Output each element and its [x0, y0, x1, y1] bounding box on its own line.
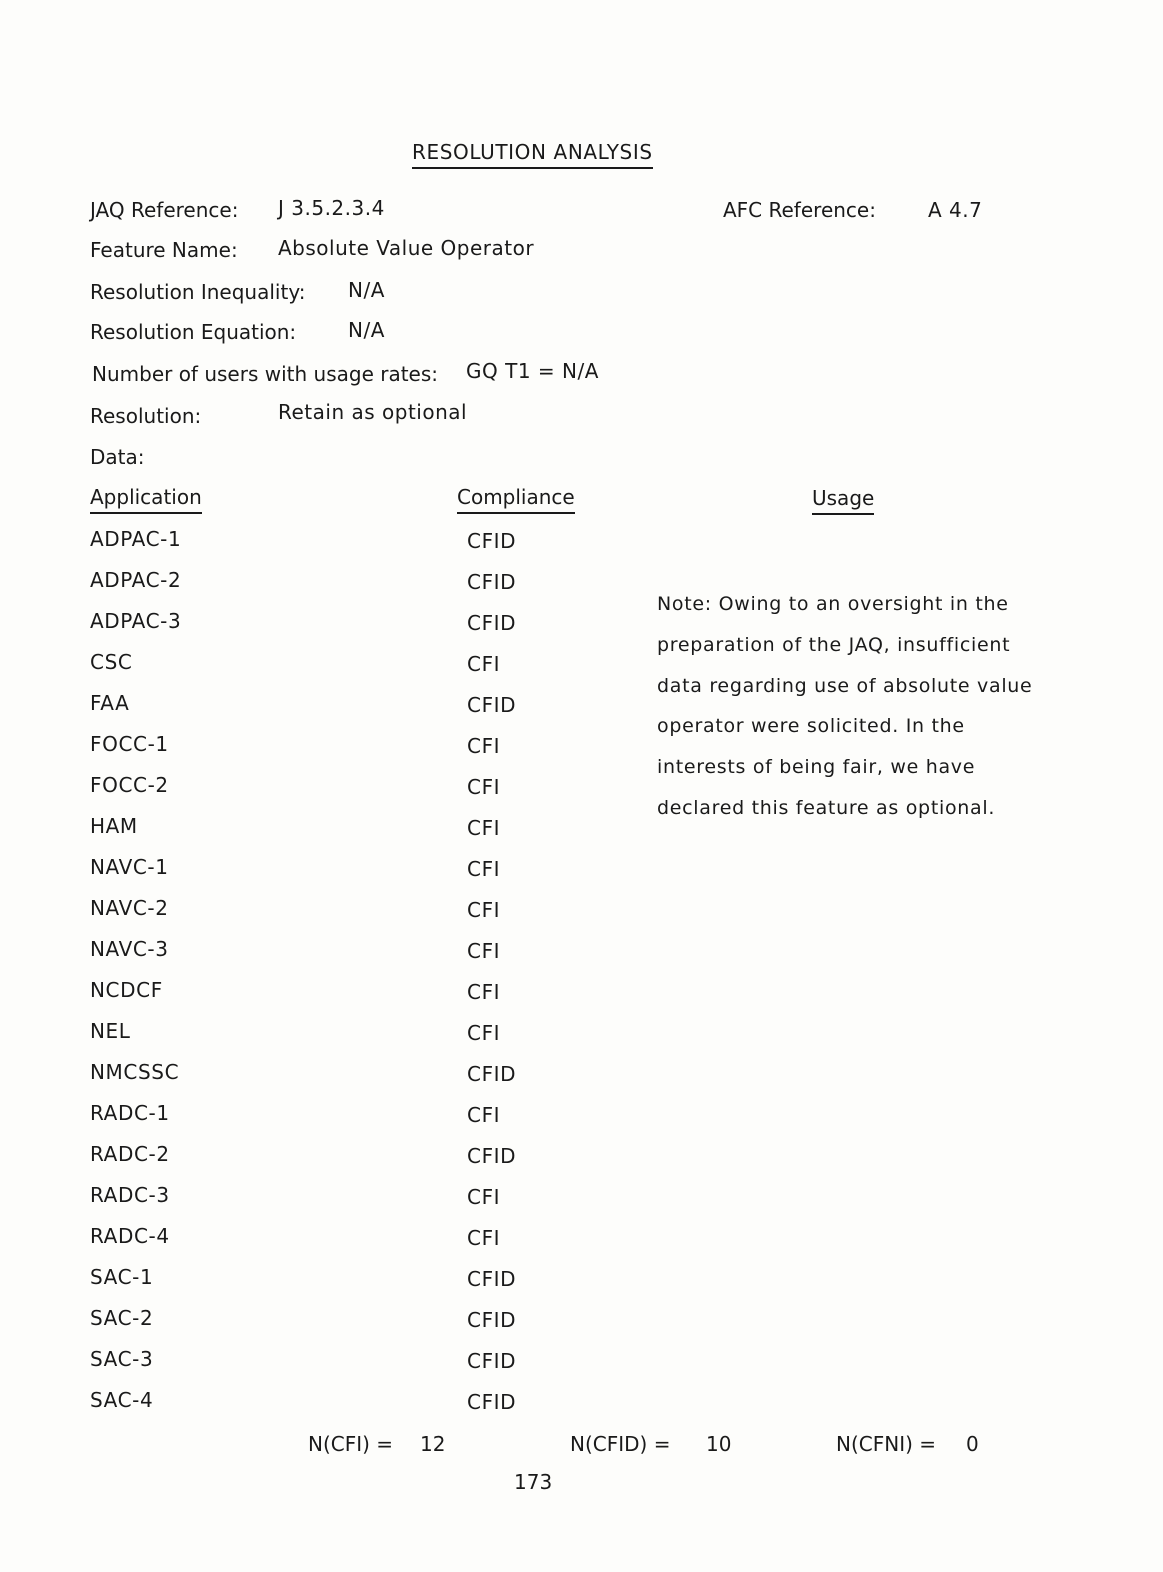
table-row-compliance: CFID [467, 1144, 517, 1168]
table-row-compliance: CFI [467, 1103, 501, 1127]
feature-name-value: Absolute Value Operator [278, 236, 535, 260]
total-cfid-label: N(CFID) = [570, 1432, 671, 1456]
resolution-label: Resolution: [90, 404, 202, 428]
page-number: 173 [514, 1470, 553, 1494]
table-row-application: NCDCF [90, 978, 163, 1002]
usage-note [657, 584, 1047, 829]
table-row-application: RADC-3 [90, 1183, 170, 1207]
table-row-application: ADPAC-2 [90, 568, 182, 592]
note-line: declared this feature as optional. [657, 796, 996, 819]
column-header-usage: Usage [812, 486, 874, 515]
table-row-application: FOCC-1 [90, 732, 169, 756]
table-row-compliance: CFI [467, 939, 501, 963]
resolution-equation-value: N/A [348, 318, 385, 342]
total-cfi-label: N(CFI) = [308, 1432, 394, 1456]
total-cfni-label: N(CFNI) = [836, 1432, 937, 1456]
table-row-application: RADC-4 [90, 1224, 170, 1248]
table-row-compliance: CFI [467, 980, 501, 1004]
table-row-application: ADPAC-3 [90, 609, 182, 633]
table-row-application: SAC-3 [90, 1347, 154, 1371]
table-row-compliance: CFI [467, 734, 501, 758]
table-row-application: SAC-4 [90, 1388, 154, 1412]
table-row-application: RADC-1 [90, 1101, 170, 1125]
table-row-compliance: CFI [467, 775, 501, 799]
users-usage-label: Number of users with usage rates: [92, 362, 439, 386]
table-row-application: FOCC-2 [90, 773, 169, 797]
table-row-compliance: CFID [467, 1267, 517, 1291]
table-row-compliance: CFID [467, 1390, 517, 1414]
jaq-reference-value: J 3.5.2.3.4 [278, 196, 385, 220]
table-row-application: SAC-1 [90, 1265, 154, 1289]
feature-name-label: Feature Name: [90, 238, 238, 262]
table-row-compliance: CFI [467, 1021, 501, 1045]
table-row-compliance: CFID [467, 611, 517, 635]
table-row-compliance: CFID [467, 693, 517, 717]
table-row-compliance: CFI [467, 1185, 501, 1209]
afc-reference-value: A 4.7 [928, 198, 983, 222]
column-header-application: Application [90, 485, 202, 514]
table-row-compliance: CFI [467, 652, 501, 676]
note-line: data regarding use of absolute value [657, 674, 1033, 697]
table-row-compliance: CFID [467, 1349, 517, 1373]
table-row-compliance: CFI [467, 857, 501, 881]
table-row-application: HAM [90, 814, 138, 838]
table-row-application: CSC [90, 650, 133, 674]
table-row-compliance: CFI [467, 816, 501, 840]
note-line: operator were solicited. In the [657, 715, 965, 738]
table-row-compliance: CFID [467, 529, 517, 553]
table-row-application: NAVC-2 [90, 896, 169, 920]
table-row-application: RADC-2 [90, 1142, 170, 1166]
jaq-reference-label: JAQ Reference: [90, 198, 239, 222]
note-line: preparation of the JAQ, insufficient [657, 633, 1011, 656]
total-cfi-value: 12 [420, 1432, 446, 1456]
total-cfni-value: 0 [966, 1432, 979, 1456]
table-row-compliance: CFI [467, 898, 501, 922]
table-row-compliance: CFID [467, 570, 517, 594]
table-row-application: SAC-2 [90, 1306, 154, 1330]
resolution-equation-label: Resolution Equation: [90, 320, 297, 344]
table-row-application: NAVC-3 [90, 937, 169, 961]
note-line: interests of being fair, we have [657, 756, 976, 779]
column-header-compliance: Compliance [457, 485, 575, 514]
table-row-application: ADPAC-1 [90, 527, 182, 551]
resolution-value: Retain as optional [278, 400, 468, 424]
total-cfid-value: 10 [706, 1432, 732, 1456]
resolution-inequality-label: Resolution Inequality: [90, 280, 306, 304]
table-row-application: NMCSSC [90, 1060, 180, 1084]
data-label: Data: [90, 445, 145, 469]
note-line: Note: Owing to an oversight in the [657, 593, 1009, 615]
table-row-compliance: CFI [467, 1226, 501, 1250]
table-row-application: FAA [90, 691, 130, 715]
table-row-application: NAVC-1 [90, 855, 169, 879]
page-title: RESOLUTION ANALYSIS [412, 140, 653, 169]
afc-reference-label: AFC Reference: [723, 198, 876, 222]
table-row-compliance: CFID [467, 1308, 517, 1332]
users-usage-value: GQ T1 = N/A [466, 359, 599, 383]
resolution-inequality-value: N/A [348, 278, 385, 302]
table-row-application: NEL [90, 1019, 131, 1043]
table-row-compliance: CFID [467, 1062, 517, 1086]
